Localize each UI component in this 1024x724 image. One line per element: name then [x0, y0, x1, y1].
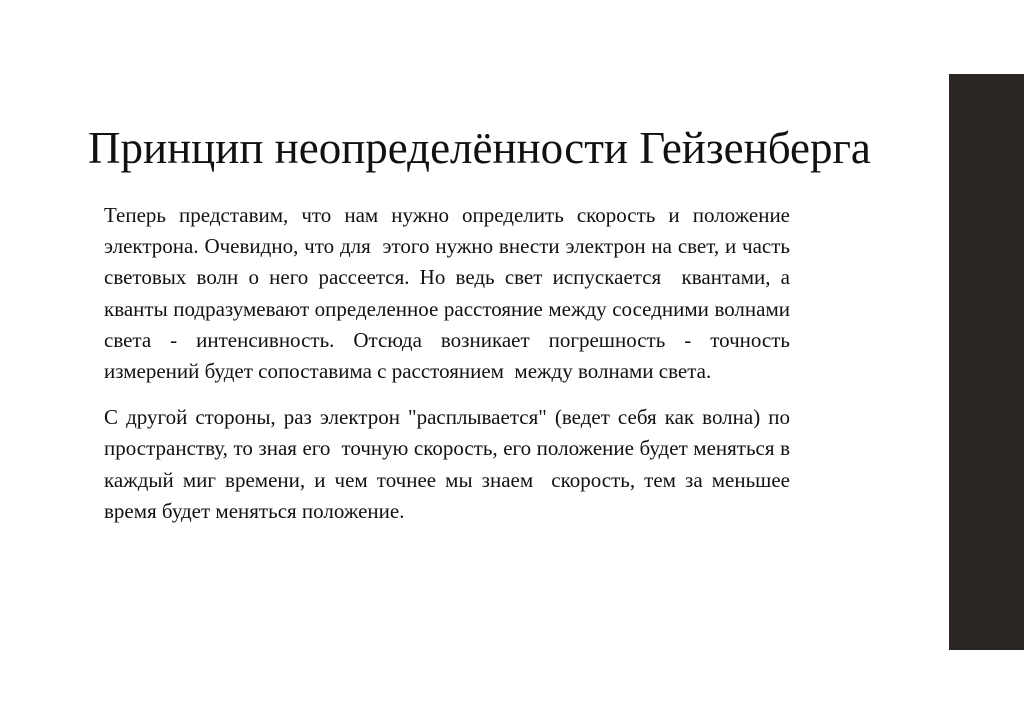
body-paragraph-2: С другой стороны, раз электрон "расплывается" (ведет себя как волна) по пространству, то зная его точную скорость, его положение будет меняться в каждый миг времени, и чем точнее мы знаем скорость, тем за меньшее время будет меняться положение.	[104, 405, 796, 523]
slide-title: Принцип неопределённости Гейзенберга	[88, 123, 871, 173]
slide-body	[104, 200, 796, 527]
body-paragraph-1: Теперь представим, что нам нужно определить скорость и положение электрона. Очевидно, что для этого нужно внести электрон на свет, и часть световых волн о него рассеется. Но ведь свет испускается квантами, а кванты подразумевают определенное расстояние между соседними волнами света - интенсивность. Отсюда возникает погрешность - точность измерений будет сопоставима с расстоянием между волнами света.	[104, 203, 796, 384]
decorative-side-bar	[949, 74, 1024, 650]
